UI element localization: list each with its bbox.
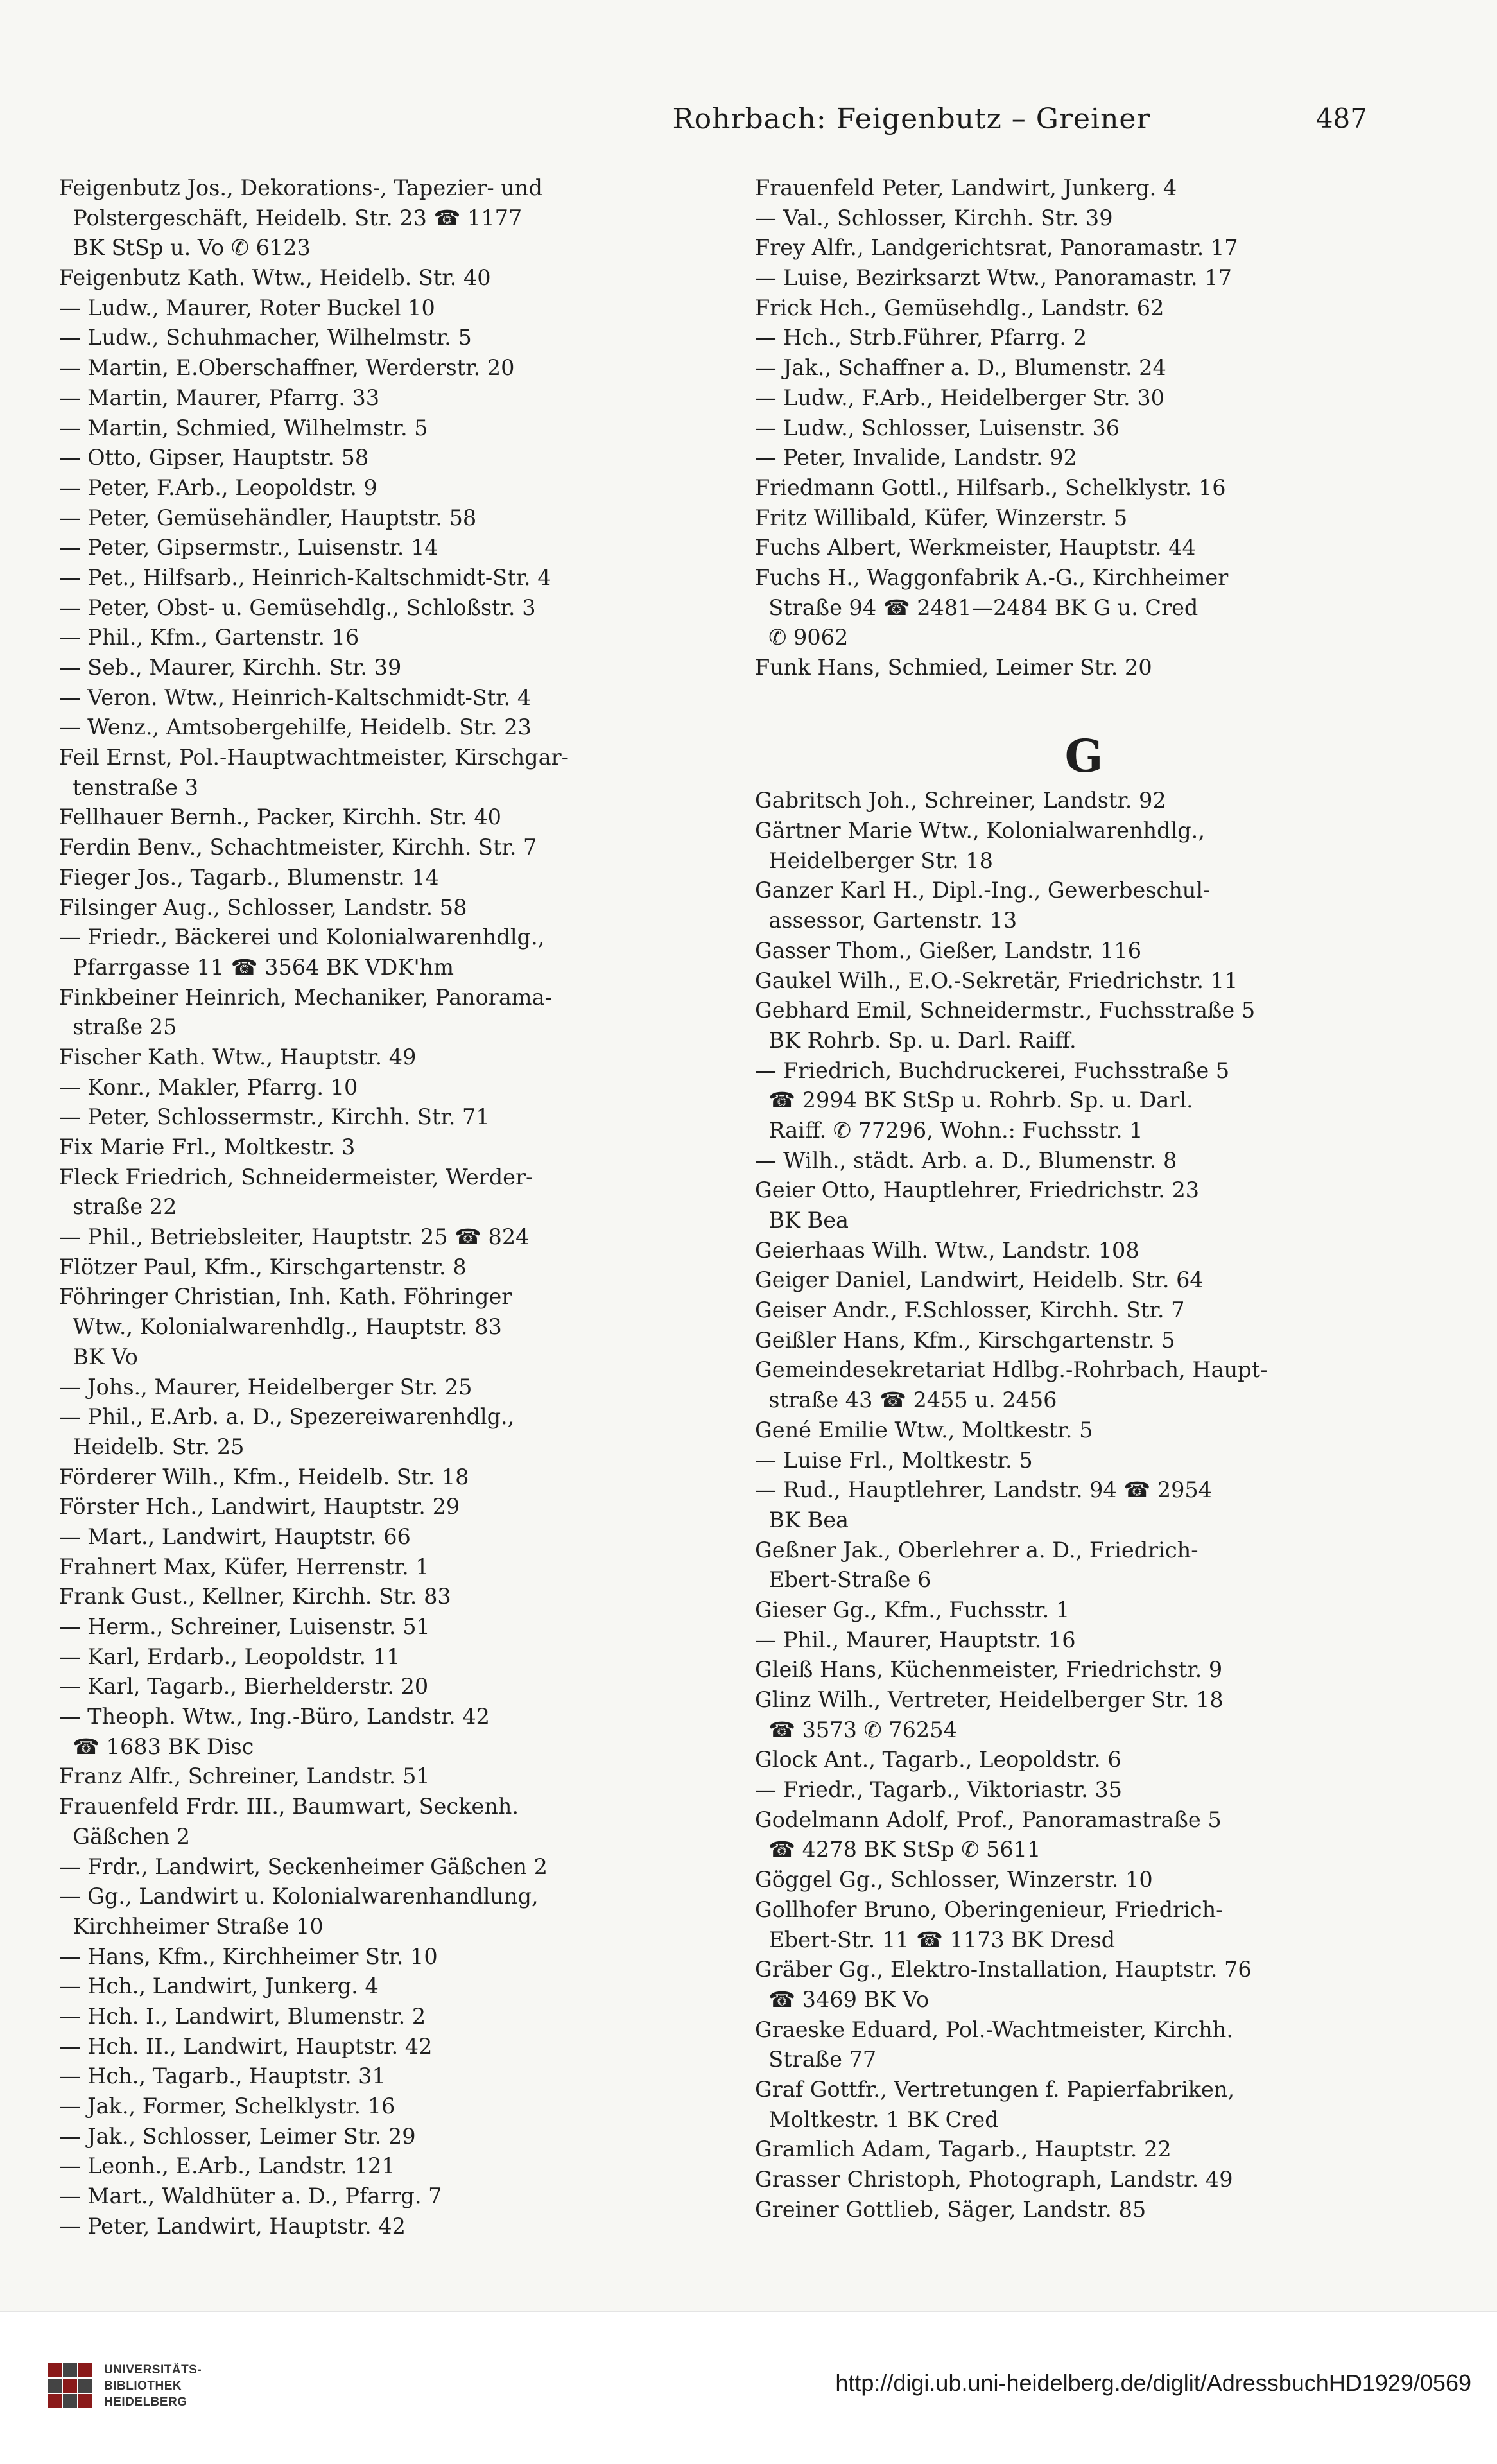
- directory-entry-line: — Leonh., E.Arb., Landstr. 121: [59, 2153, 395, 2179]
- directory-entry-line: — Martin, E.Oberschaffner, Werderstr. 20: [59, 355, 515, 381]
- directory-entry-line: — Karl, Erdarb., Leopoldstr. 11: [59, 1644, 401, 1669]
- directory-entry-line: Frauenfeld Peter, Landwirt, Junkerg. 4: [755, 175, 1177, 200]
- directory-entry-line: — Mart., Waldhüter a. D., Pfarrg. 7: [59, 2183, 442, 2209]
- directory-entry-line: Grasser Christoph, Photograph, Landstr. 49: [755, 2167, 1233, 2192]
- directory-entry-line: ✆ 9062: [755, 625, 849, 650]
- library-logo-icon: [45, 2361, 95, 2411]
- directory-entry-line: — Karl, Tagarb., Bierhelderstr. 20: [59, 1674, 429, 1699]
- running-head: Rohrbach: Feigenbutz – Greiner: [672, 103, 1151, 135]
- directory-entry-line: Gäßchen 2: [59, 1823, 191, 1849]
- directory-entry-line: — Ludw., Schlosser, Luisenstr. 36: [755, 415, 1120, 440]
- directory-entry-line: Straße 94 ☎ 2481—2484 BK G u. Cred: [755, 594, 1198, 620]
- directory-entry-line: Frank Gust., Kellner, Kirchh. Str. 83: [59, 1584, 451, 1609]
- directory-entry-line: — Mart., Landwirt, Hauptstr. 66: [59, 1523, 411, 1549]
- directory-entry-line: — Ludw., F.Arb., Heidelberger Str. 30: [755, 385, 1164, 410]
- directory-entry-line: — Jak., Schlosser, Leimer Str. 29: [59, 2123, 416, 2149]
- directory-entry-line: Gaukel Wilh., E.O.-Sekretär, Friedrichstr. 11: [755, 967, 1238, 993]
- directory-entry-line: — Peter, Gemüsehändler, Hauptstr. 58: [59, 505, 477, 530]
- directory-entry-line: Graf Gottfr., Vertretungen f. Papierfabriken,: [755, 2076, 1235, 2102]
- directory-entry-line: Gärtner Marie Wtw., Kolonialwarenhdlg.,: [755, 818, 1205, 844]
- directory-entry-line: — Luise, Bezirksarzt Wtw., Panoramastr. 17: [755, 265, 1232, 291]
- directory-entry-line: — Theoph. Wtw., Ing.-Büro, Landstr. 42: [59, 1704, 490, 1730]
- directory-entry-line: Ebert-Straße 6: [755, 1567, 931, 1593]
- directory-entry-line: — Peter, Landwirt, Hauptstr. 42: [59, 2213, 406, 2239]
- directory-entry-line: ☎ 3573 ✆ 76254: [755, 1717, 957, 1742]
- directory-entry-line: — Peter, Gipsermstr., Luisenstr. 14: [59, 535, 438, 560]
- directory-entry-line: Gramlich Adam, Tagarb., Hauptstr. 22: [755, 2137, 1172, 2162]
- directory-entry-line: Föhringer Christian, Inh. Kath. Föhringer: [59, 1284, 512, 1310]
- directory-entry-line: Fuchs H., Waggonfabrik A.-G., Kirchheimer: [755, 564, 1229, 590]
- directory-entry-line: straße 25: [59, 1014, 177, 1040]
- directory-entry-line: — Peter, F.Arb., Leopoldstr. 9: [59, 474, 377, 500]
- directory-entry-line: Filsinger Aug., Schlosser, Landstr. 58: [59, 894, 467, 920]
- directory-entry-line: — Herm., Schreiner, Luisenstr. 51: [59, 1614, 430, 1639]
- directory-entry-line: Fieger Jos., Tagarb., Blumenstr. 14: [59, 864, 439, 890]
- library-logo[interactable]: [45, 2358, 225, 2416]
- directory-entry-line: ☎ 4278 BK StSp ✆ 5611: [755, 1837, 1041, 1862]
- directory-entry-line: — Phil., Betriebsleiter, Hauptstr. 25 ☎ 824: [59, 1224, 530, 1250]
- directory-entry-line: Geißler Hans, Kfm., Kirschgartenstr. 5: [755, 1327, 1175, 1353]
- directory-entry-line: Raiff. ✆ 77296, Wohn.: Fuchsstr. 1: [755, 1117, 1143, 1143]
- directory-entry-line: Geierhaas Wilh. Wtw., Landstr. 108: [755, 1237, 1139, 1263]
- directory-entry-line: Wtw., Kolonialwarenhdlg., Hauptstr. 83: [59, 1314, 502, 1340]
- directory-entry-line: ☎ 1683 BK Disc: [59, 1733, 254, 1759]
- directory-entry-line: — Veron. Wtw., Heinrich-Kaltschmidt-Str. 4: [59, 684, 532, 710]
- left-column: [59, 173, 717, 2241]
- directory-entry-line: Gené Emilie Wtw., Moltkestr. 5: [755, 1417, 1093, 1443]
- directory-entry-line: Feil Ernst, Pol.-Hauptwachtmeister, Kirschgar-: [59, 745, 569, 770]
- section-letter-heading: G: [1064, 729, 1103, 783]
- directory-entry-line: Fritz Willibald, Küfer, Winzerstr. 5: [755, 505, 1128, 530]
- directory-entry-line: Feigenbutz Kath. Wtw., Heidelb. Str. 40: [59, 265, 491, 291]
- directory-entry-line: Fleck Friedrich, Schneidermeister, Werder-: [59, 1164, 533, 1190]
- logo-line: UNIVERSITÄTS-: [104, 2363, 202, 2377]
- directory-entry-line: — Hch. II., Landwirt, Hauptstr. 42: [59, 2033, 433, 2059]
- right-column: [755, 173, 1413, 2225]
- footer-bar: [0, 2311, 1497, 2464]
- directory-entry-line: assessor, Gartenstr. 13: [755, 908, 1017, 933]
- directory-entry-line: [755, 683, 1413, 713]
- directory-entry-line: — Otto, Gipser, Hauptstr. 58: [59, 445, 369, 471]
- directory-entry-line: BK Vo: [59, 1344, 138, 1369]
- directory-entry-line: ☎ 2994 BK StSp u. Rohrb. Sp. u. Darl.: [755, 1088, 1193, 1113]
- directory-entry-line: — Frdr., Landwirt, Seckenheimer Gäßchen 2: [59, 1853, 548, 1879]
- directory-entry-line: — Gg., Landwirt u. Kolonialwarenhandlung,: [59, 1884, 539, 1909]
- directory-entry-line: — Jak., Schaffner a. D., Blumenstr. 24: [755, 355, 1166, 381]
- directory-entry-line: — Val., Schlosser, Kirchh. Str. 39: [755, 205, 1113, 230]
- directory-entry-line: — Konr., Makler, Pfarrg. 10: [59, 1074, 358, 1100]
- directory-entry-line: Fix Marie Frl., Moltkestr. 3: [59, 1134, 356, 1159]
- directory-entry-line: Gasser Thom., Gießer, Landstr. 116: [755, 937, 1142, 963]
- directory-entry-line: BK Bea: [755, 1507, 849, 1532]
- directory-entry-line: Frick Hch., Gemüsehdlg., Landstr. 62: [755, 295, 1164, 320]
- directory-entry-line: — Johs., Maurer, Heidelberger Str. 25: [59, 1374, 472, 1400]
- directory-entry-line: Gabritsch Joh., Schreiner, Landstr. 92: [755, 788, 1166, 813]
- directory-entry-line: — Peter, Schlossermstr., Kirchh. Str. 71: [59, 1104, 490, 1130]
- directory-entry-line: — Phil., Maurer, Hauptstr. 16: [755, 1627, 1076, 1653]
- directory-entry-line: Funk Hans, Schmied, Leimer Str. 20: [755, 655, 1152, 680]
- directory-entry-line: Fuchs Albert, Werkmeister, Hauptstr. 44: [755, 535, 1196, 560]
- directory-entry-line: Moltkestr. 1 BK Cred: [755, 2106, 999, 2132]
- directory-entry-line: Fellhauer Bernh., Packer, Kirchh. Str. 40: [59, 804, 501, 830]
- directory-entry-line: Frey Alfr., Landgerichtsrat, Panoramastr. 17: [755, 235, 1238, 261]
- directory-entry-line: — Ludw., Schuhmacher, Wilhelmstr. 5: [59, 325, 472, 351]
- directory-entry-line: — Friedr., Bäckerei und Kolonialwarenhdlg.,: [59, 924, 545, 950]
- directory-entry-line: Frahnert Max, Küfer, Herrenstr. 1: [59, 1554, 429, 1579]
- directory-entry-line: Polstergeschäft, Heidelb. Str. 23 ☎ 1177: [59, 205, 523, 230]
- directory-entry-line: — Wilh., städt. Arb. a. D., Blumenstr. 8: [755, 1147, 1177, 1173]
- directory-entry-line: — Wenz., Amtsobergehilfe, Heidelb. Str. 23: [59, 715, 532, 740]
- logo-line: BIBLIOTHEK: [104, 2379, 182, 2393]
- directory-entry-line: Gieser Gg., Kfm., Fuchsstr. 1: [755, 1597, 1070, 1622]
- directory-entry-line: — Ludw., Maurer, Roter Buckel 10: [59, 295, 435, 320]
- directory-entry-line: tenstraße 3: [59, 774, 198, 800]
- directory-entry-line: Gebhard Emil, Schneidermstr., Fuchsstraße 5: [755, 998, 1256, 1023]
- directory-entry-line: Ebert-Str. 11 ☎ 1173 BK Dresd: [755, 1927, 1116, 1952]
- directory-entry-line: BK Bea: [755, 1208, 849, 1233]
- directory-entry-line: Geiger Daniel, Landwirt, Heidelb. Str. 64: [755, 1267, 1204, 1293]
- directory-entry-line: Straße 77: [755, 2047, 877, 2072]
- directory-entry-line: Finkbeiner Heinrich, Mechaniker, Panorama-: [59, 984, 552, 1010]
- directory-entry-line: — Rud., Hauptlehrer, Landstr. 94 ☎ 2954: [755, 1477, 1213, 1503]
- directory-entry-line: — Seb., Maurer, Kirchh. Str. 39: [59, 655, 402, 680]
- directory-entry-line: Gräber Gg., Elektro-Installation, Hauptstr. 76: [755, 1957, 1252, 1982]
- directory-entry-line: — Friedrich, Buchdruckerei, Fuchsstraße 5: [755, 1057, 1230, 1083]
- directory-entry-line: Godelmann Adolf, Prof., Panoramastraße 5: [755, 1807, 1222, 1832]
- directory-entry-line: straße 43 ☎ 2455 u. 2456: [755, 1387, 1057, 1413]
- directory-entry-line: Heidelberger Str. 18: [755, 847, 993, 873]
- directory-entry-line: Ganzer Karl H., Dipl.-Ing., Gewerbeschul-: [755, 878, 1211, 903]
- directory-entry-line: Friedmann Gottl., Hilfsarb., Schelklystr. 16: [755, 474, 1226, 500]
- directory-entry-line: — Pet., Hilfsarb., Heinrich-Kaltschmidt-Str. 4: [59, 564, 551, 590]
- directory-entry-line: Gollhofer Bruno, Oberingenieur, Friedrich-: [755, 1896, 1224, 1922]
- directory-entry-line: — Martin, Maurer, Pfarrg. 33: [59, 385, 380, 410]
- directory-entry-line: — Luise Frl., Moltkestr. 5: [755, 1447, 1033, 1473]
- directory-entry-line: — Martin, Schmied, Wilhelmstr. 5: [59, 415, 428, 440]
- library-logo-text: [104, 2362, 232, 2410]
- directory-entry-line: Greiner Gottlieb, Säger, Landstr. 85: [755, 2196, 1147, 2222]
- directory-entry-line: Gemeindesekretariat Hdlbg.-Rohrbach, Haupt-: [755, 1357, 1268, 1383]
- directory-entry-line: Ferdin Benv., Schachtmeister, Kirchh. Str. 7: [59, 835, 537, 860]
- logo-line: HEIDELBERG: [104, 2395, 187, 2409]
- directory-entry-line: — Jak., Former, Schelklystr. 16: [59, 2094, 395, 2119]
- directory-entry-line: Förster Hch., Landwirt, Hauptstr. 29: [59, 1494, 460, 1520]
- directory-entry-line: Gleiß Hans, Küchenmeister, Friedrichstr. 9: [755, 1657, 1223, 1683]
- directory-entry-line: Feigenbutz Jos., Dekorations-, Tapezier- und: [59, 175, 542, 200]
- source-url-link[interactable]: http://digi.ub.uni-heidelberg.de/diglit/AdressbuchHD1929/0569: [835, 2370, 1471, 2396]
- page-number: 487: [1315, 103, 1367, 134]
- directory-entry-line: — Hch. I., Landwirt, Blumenstr. 2: [59, 2003, 426, 2029]
- directory-entry-line: Fischer Kath. Wtw., Hauptstr. 49: [59, 1044, 417, 1070]
- directory-entry-line: — Hch., Strb.Führer, Pfarrg. 2: [755, 325, 1087, 351]
- directory-entry-line: — Peter, Obst- u. Gemüsehdlg., Schloßstr. 3: [59, 594, 536, 620]
- directory-entry-line: Göggel Gg., Schlosser, Winzerstr. 10: [755, 1867, 1153, 1893]
- directory-entry-line: BK Rohrb. Sp. u. Darl. Raiff.: [755, 1027, 1077, 1053]
- directory-entry-line: Flötzer Paul, Kfm., Kirschgartenstr. 8: [59, 1254, 467, 1280]
- directory-entry-line: Glock Ant., Tagarb., Leopoldstr. 6: [755, 1747, 1121, 1773]
- directory-entry-line: — Phil., E.Arb. a. D., Spezereiwarenhdlg.,: [59, 1404, 515, 1430]
- directory-entry-line: Pfarrgasse 11 ☎ 3564 BK VDK'hm: [59, 954, 454, 980]
- directory-entry-line: Franz Alfr., Schreiner, Landstr. 51: [59, 1764, 430, 1789]
- directory-entry-line: straße 22: [59, 1194, 177, 1220]
- directory-entry-line: Geßner Jak., Oberlehrer a. D., Friedrich-: [755, 1537, 1198, 1563]
- directory-entry-line: Kirchheimer Straße 10: [59, 1913, 324, 1939]
- directory-entry-line: Graeske Eduard, Pol.-Wachtmeister, Kirchh.: [755, 2017, 1233, 2042]
- directory-entry-line: Geier Otto, Hauptlehrer, Friedrichstr. 23: [755, 1177, 1200, 1203]
- directory-entry-line: — Peter, Invalide, Landstr. 92: [755, 445, 1077, 471]
- directory-entry-line: — Hans, Kfm., Kirchheimer Str. 10: [59, 1943, 438, 1969]
- directory-entry-line: — Hch., Landwirt, Junkerg. 4: [59, 1974, 379, 1999]
- directory-entry-line: Glinz Wilh., Vertreter, Heidelberger Str. 18: [755, 1687, 1224, 1712]
- directory-entry-line: BK StSp u. Vo ✆ 6123: [59, 235, 311, 261]
- directory-entry-line: — Friedr., Tagarb., Viktoriastr. 35: [755, 1777, 1123, 1803]
- directory-entry-line: Heidelb. Str. 25: [59, 1434, 245, 1459]
- directory-entry-line: — Phil., Kfm., Gartenstr. 16: [59, 625, 359, 650]
- directory-entry-line: Geiser Andr., F.Schlosser, Kirchh. Str. 7: [755, 1297, 1185, 1323]
- directory-entry-line: — Hch., Tagarb., Hauptstr. 31: [59, 2063, 386, 2089]
- directory-entry-line: Frauenfeld Frdr. III., Baumwart, Seckenh.: [59, 1794, 519, 1819]
- directory-entry-line: Förderer Wilh., Kfm., Heidelb. Str. 18: [59, 1464, 469, 1489]
- directory-entry-line: ☎ 3469 BK Vo: [755, 1986, 930, 2012]
